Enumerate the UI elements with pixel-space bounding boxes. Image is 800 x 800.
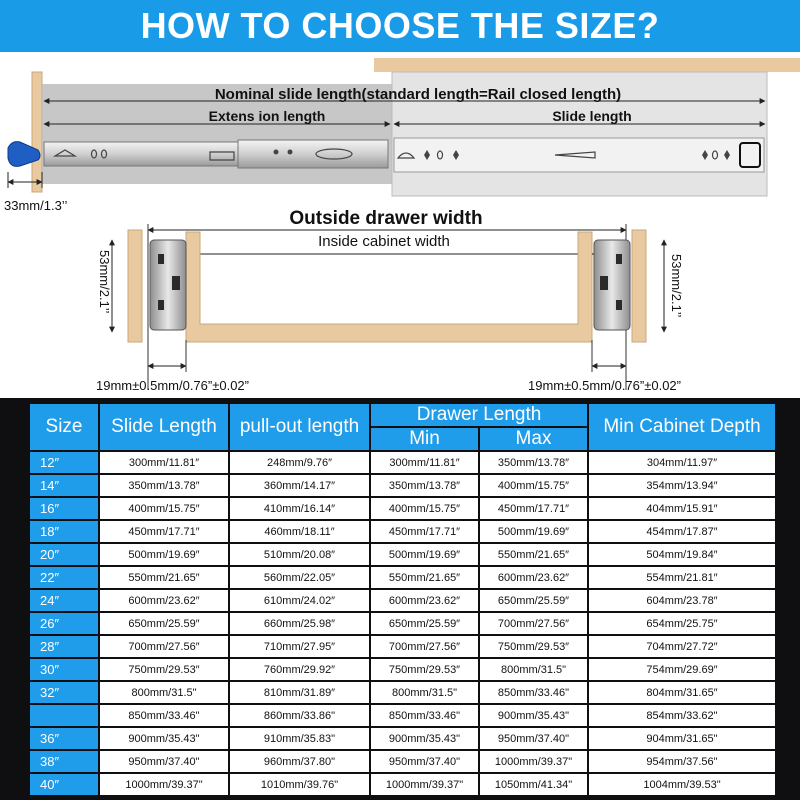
drawer-min-cell: 1000mm/39.37"	[371, 774, 478, 795]
size-table-panel	[0, 398, 800, 800]
slide-length-cell: 550mm/21.65″	[100, 567, 228, 588]
min-cabinet-depth-cell: 854mm/33.62"	[589, 705, 775, 726]
slide-length-cell: 650mm/25.59″	[100, 613, 228, 634]
min-cabinet-depth-cell: 954mm/37.56"	[589, 751, 775, 772]
size-cell: 18″	[30, 521, 98, 542]
size-table	[28, 402, 777, 797]
handle-offset-label: 33mm/1.3’’	[4, 198, 68, 213]
table-row	[30, 590, 775, 611]
cabinet-wall-right	[632, 230, 646, 342]
drawer-max-cell: 750mm/29.53″	[480, 636, 587, 657]
drawer-max-cell: 650mm/25.59″	[480, 590, 587, 611]
inner-rail	[44, 142, 252, 166]
table-row	[30, 613, 775, 634]
drawer-min-cell: 450mm/17.71″	[371, 521, 478, 542]
cabinet-top-board	[374, 58, 800, 72]
drawer-min-cell: 700mm/27.56″	[371, 636, 478, 657]
min-cabinet-depth-cell: 804mm/31.65″	[589, 682, 775, 703]
cabinet-wall-left	[128, 230, 142, 342]
slide-length-label: Slide length	[552, 108, 632, 124]
drawer-max-cell: 550mm/21.65″	[480, 544, 587, 565]
min-cabinet-depth-cell: 904mm/31.65"	[589, 728, 775, 749]
cabinet-panel-left	[32, 72, 42, 192]
drawer-min-cell: 900mm/35.43"	[371, 728, 478, 749]
drawer-max-cell: 950mm/37.40"	[480, 728, 587, 749]
pullout-length-cell: 860mm/33.86"	[230, 705, 369, 726]
table-body	[30, 452, 775, 795]
drawer-max-cell: 600mm/23.62″	[480, 567, 587, 588]
size-cell: 32″	[30, 682, 98, 703]
pullout-length-cell: 960mm/37.80"	[230, 751, 369, 772]
slide-diagram	[0, 52, 800, 400]
header-slide-length: Slide Length	[100, 404, 228, 450]
min-cabinet-depth-cell: 354mm/13.94″	[589, 475, 775, 496]
min-cabinet-depth-cell: 304mm/11.97″	[589, 452, 775, 473]
title-banner	[0, 0, 800, 52]
slide-length-cell: 1000mm/39.37"	[100, 774, 228, 795]
drawer-min-cell: 400mm/15.75″	[371, 498, 478, 519]
drawer-min-cell: 950mm/37.40"	[371, 751, 478, 772]
table-row	[30, 498, 775, 519]
drawer-min-cell: 350mm/13.78″	[371, 475, 478, 496]
table-row	[30, 728, 775, 749]
table-row	[30, 521, 775, 542]
slide-length-cell: 700mm/27.56″	[100, 636, 228, 657]
min-cabinet-depth-cell: 654mm/25.75″	[589, 613, 775, 634]
slide-length-cell: 500mm/19.69″	[100, 544, 228, 565]
header-max: Max	[480, 428, 587, 450]
table-row	[30, 682, 775, 703]
slide-length-cell: 850mm/33.46"	[100, 705, 228, 726]
min-cabinet-depth-cell: 554mm/21.81″	[589, 567, 775, 588]
drawer-max-cell: 700mm/27.56″	[480, 613, 587, 634]
page-title: HOW TO CHOOSE THE SIZE?	[140, 5, 660, 46]
header-min: Min	[371, 428, 478, 450]
slide-length-cell: 900mm/35.43"	[100, 728, 228, 749]
min-cabinet-depth-cell: 504mm/19.84″	[589, 544, 775, 565]
size-cell: 30″	[30, 659, 98, 680]
min-cabinet-depth-cell: 1004mm/39.53"	[589, 774, 775, 795]
gap-left-label: 19mm±0.5mm/0.76”±0.02”	[96, 378, 249, 393]
size-cell: 36″	[30, 728, 98, 749]
drawer-min-cell: 750mm/29.53″	[371, 659, 478, 680]
min-cabinet-depth-cell: 754mm/29.69″	[589, 659, 775, 680]
size-cell: 20″	[30, 544, 98, 565]
slide-bracket-right	[594, 240, 630, 330]
drawer-min-cell: 850mm/33.46"	[371, 705, 478, 726]
table-row	[30, 659, 775, 680]
min-cabinet-depth-cell: 454mm/17.87″	[589, 521, 775, 542]
pullout-length-cell: 410mm/16.14″	[230, 498, 369, 519]
pullout-length-cell: 248mm/9.76″	[230, 452, 369, 473]
min-cabinet-depth-cell: 404mm/15.91″	[589, 498, 775, 519]
slide-length-cell: 950mm/37.40"	[100, 751, 228, 772]
table-row	[30, 705, 775, 726]
pullout-length-cell: 710mm/27.95″	[230, 636, 369, 657]
table-row	[30, 636, 775, 657]
drawer-max-cell: 1050mm/41.34"	[480, 774, 587, 795]
drawer-min-cell: 300mm/11.81″	[371, 452, 478, 473]
pullout-length-cell: 810mm/31.89″	[230, 682, 369, 703]
header-size: Size	[30, 404, 98, 450]
size-cell: 14″	[30, 475, 98, 496]
size-cell: 40″	[30, 774, 98, 795]
middle-rail	[238, 140, 388, 168]
outside-drawer-width-label: Outside drawer width	[289, 208, 483, 229]
size-cell: 24″	[30, 590, 98, 611]
slide-length-cell: 750mm/29.53″	[100, 659, 228, 680]
outer-rail	[394, 138, 764, 172]
nominal-length-label: Nominal slide length(standard length=Rail closed length)	[214, 86, 622, 103]
drawer-max-cell: 1000mm/39.37"	[480, 751, 587, 772]
slide-length-cell: 300mm/11.81″	[100, 452, 228, 473]
size-cell: 38″	[30, 751, 98, 772]
slide-length-cell: 400mm/15.75″	[100, 498, 228, 519]
size-cell	[30, 705, 98, 726]
header-pullout-length: pull-out length	[230, 404, 369, 450]
drawer-min-cell: 500mm/19.69″	[371, 544, 478, 565]
inside-cabinet-width-label: Inside cabinet width	[318, 233, 450, 250]
drawer-max-cell: 450mm/17.71″	[480, 498, 587, 519]
drawer-min-cell: 600mm/23.62″	[371, 590, 478, 611]
table-row	[30, 751, 775, 772]
size-cell: 12″	[30, 452, 98, 473]
drawer-max-cell: 900mm/35.43"	[480, 705, 587, 726]
size-cell: 22″	[30, 567, 98, 588]
size-cell: 28″	[30, 636, 98, 657]
height-right-label: 53mm/2.1’’	[669, 254, 684, 318]
header-drawer-length: Drawer Length	[371, 404, 587, 426]
drawer-max-cell: 400mm/15.75″	[480, 475, 587, 496]
slide-length-cell: 450mm/17.71″	[100, 521, 228, 542]
pullout-length-cell: 360mm/14.17″	[230, 475, 369, 496]
pullout-length-cell: 660mm/25.98″	[230, 613, 369, 634]
slide-length-cell: 600mm/23.62″	[100, 590, 228, 611]
drawer-min-cell: 650mm/25.59″	[371, 613, 478, 634]
pullout-length-cell: 910mm/35.83"	[230, 728, 369, 749]
slide-length-cell: 350mm/13.78″	[100, 475, 228, 496]
min-cabinet-depth-cell: 604mm/23.78″	[589, 590, 775, 611]
pullout-length-cell: 510mm/20.08″	[230, 544, 369, 565]
table-row	[30, 452, 775, 473]
pullout-length-cell: 610mm/24.02″	[230, 590, 369, 611]
drawer-max-cell: 500mm/19.69″	[480, 521, 587, 542]
pullout-length-cell: 460mm/18.11″	[230, 521, 369, 542]
gap-right-label: 19mm±0.5mm/0.76”±0.02”	[528, 378, 681, 393]
height-left-label: 53mm/2.1’’	[97, 250, 112, 314]
table-row	[30, 544, 775, 565]
drawer-max-cell: 350mm/13.78″	[480, 452, 587, 473]
pullout-length-cell: 1010mm/39.76"	[230, 774, 369, 795]
drawer-max-cell: 800mm/31.5"	[480, 659, 587, 680]
pullout-length-cell: 560mm/22.05″	[230, 567, 369, 588]
table-row	[30, 567, 775, 588]
slide-length-cell: 800mm/31.5"	[100, 682, 228, 703]
drawer-min-cell: 550mm/21.65″	[371, 567, 478, 588]
table-row	[30, 475, 775, 496]
size-cell: 16″	[30, 498, 98, 519]
size-cell: 26″	[30, 613, 98, 634]
slide-bracket-left	[150, 240, 186, 330]
extension-length-label: Extens ion length	[208, 108, 326, 124]
drawer-min-cell: 800mm/31.5"	[371, 682, 478, 703]
pullout-length-cell: 760mm/29.92″	[230, 659, 369, 680]
table-row	[30, 774, 775, 795]
drawer-max-cell: 850mm/33.46"	[480, 682, 587, 703]
header-min-cabinet-depth: Min Cabinet Depth	[589, 404, 775, 450]
min-cabinet-depth-cell: 704mm/27.72″	[589, 636, 775, 657]
